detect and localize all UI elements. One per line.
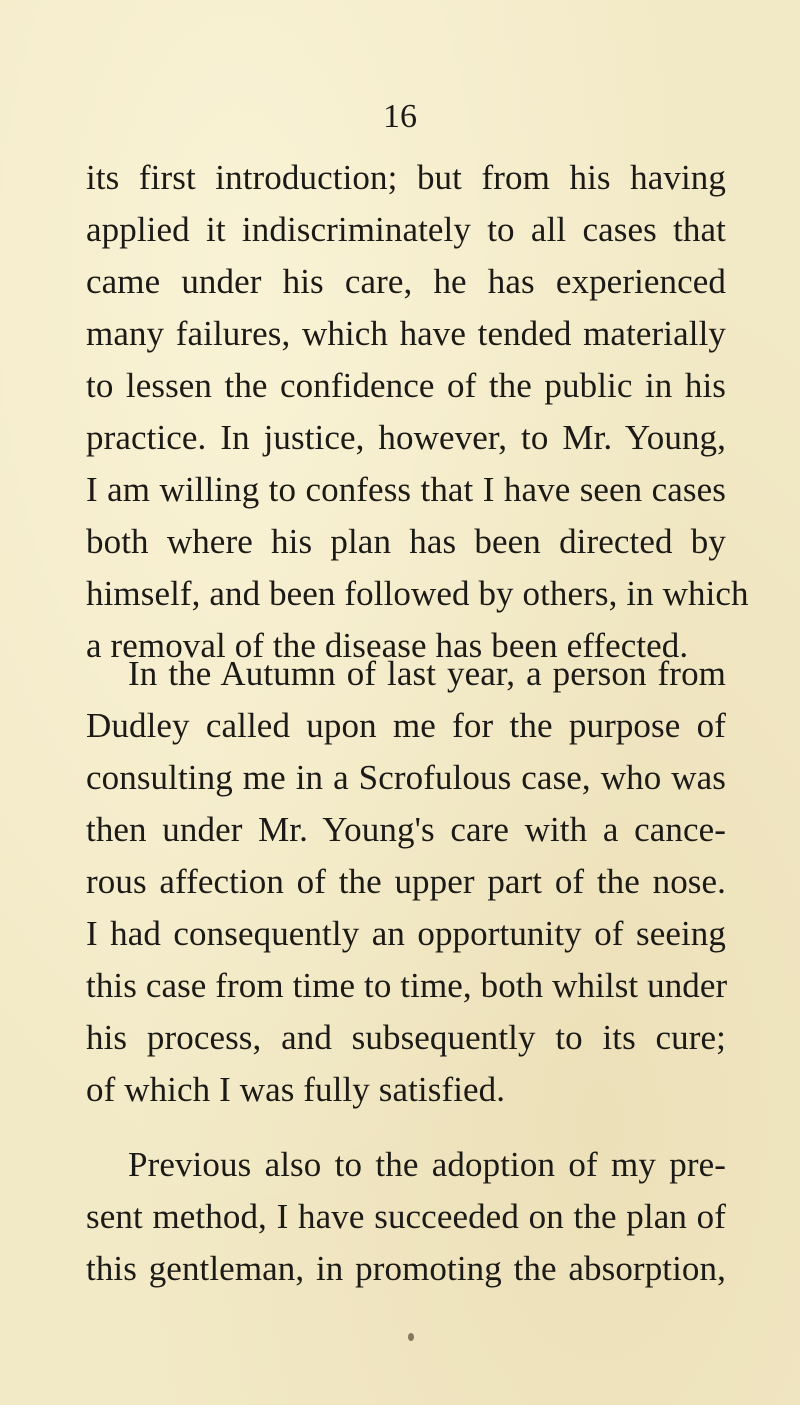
text-line: this case from time to time, both whilst under bbox=[86, 966, 728, 1005]
text-line: In the Autumn of last year, a person from bbox=[128, 654, 726, 693]
text-line: came under his care, he has experienced bbox=[86, 262, 726, 301]
text-line: applied it indiscriminately to all cases that bbox=[86, 210, 726, 249]
text-line: himself, and been followed by others, in which bbox=[86, 574, 749, 613]
text-line: to lessen the confidence of the public in his bbox=[86, 366, 726, 405]
page-number: 16 bbox=[383, 98, 417, 135]
paragraph-2 bbox=[86, 648, 726, 1116]
ink-speck bbox=[408, 1333, 414, 1341]
text-line: many failures, which have tended materially bbox=[86, 314, 726, 353]
text-line: his process, and subsequently to its cure; bbox=[86, 1018, 726, 1057]
text-line: sent method, I have succeeded on the plan of bbox=[86, 1197, 726, 1236]
paragraph-1 bbox=[86, 152, 749, 672]
text-line: I am willing to confess that I have seen cases bbox=[86, 470, 726, 509]
text-line: practice. In justice, however, to Mr. Young, bbox=[86, 418, 726, 457]
text-line: rous affection of the upper part of the nose. bbox=[86, 862, 726, 901]
text-line: both where his plan has been directed by bbox=[86, 522, 726, 561]
text-line: a removal of the disease has been effected. bbox=[86, 626, 689, 665]
text-line: consulting me in a Scrofulous case, who was bbox=[86, 758, 726, 797]
text-line: its first introduction; but from his having bbox=[86, 158, 726, 197]
text-line: this gentleman, in promoting the absorption, bbox=[86, 1249, 726, 1288]
text-line: Dudley called upon me for the purpose of bbox=[86, 706, 726, 745]
text-line: of which I was fully satisfied. bbox=[86, 1070, 506, 1109]
paragraph-3 bbox=[86, 1139, 726, 1295]
text-line: then under Mr. Young's care with a cance- bbox=[86, 810, 726, 849]
text-line: Previous also to the adoption of my pre- bbox=[128, 1145, 726, 1184]
text-line: I had consequently an opportunity of seeing bbox=[86, 914, 726, 953]
